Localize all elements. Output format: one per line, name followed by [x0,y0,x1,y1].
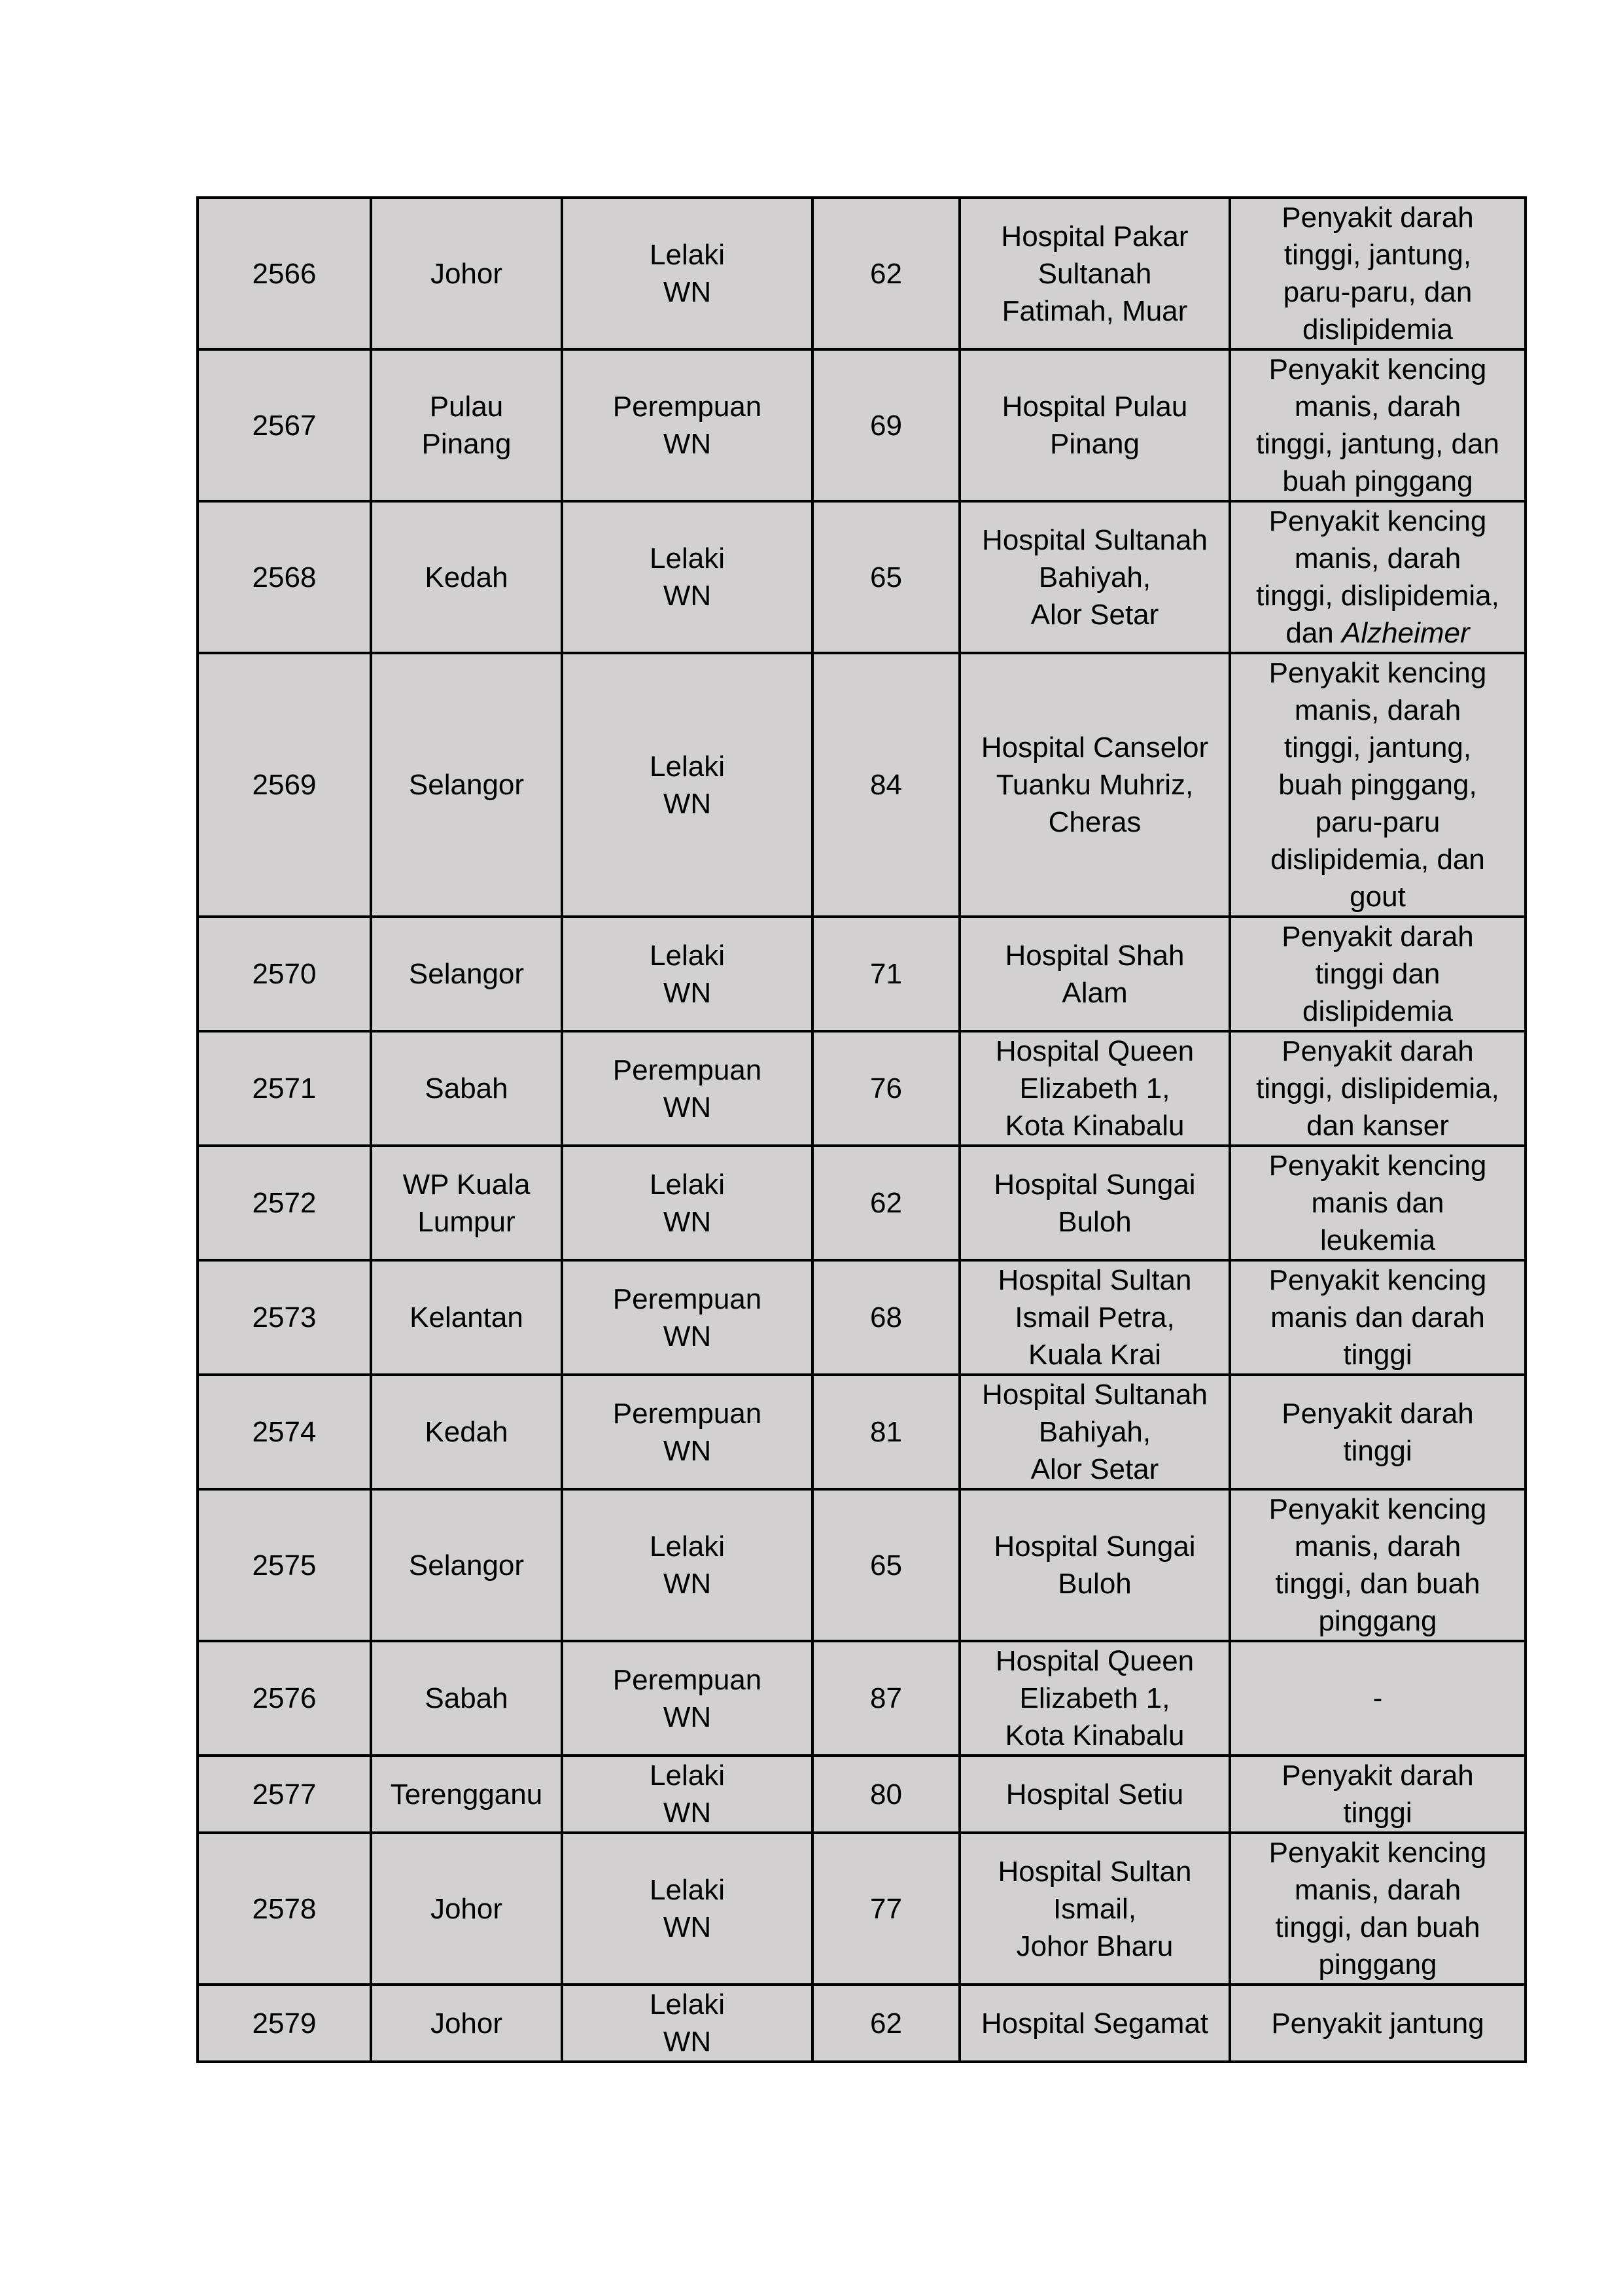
case-number-cell [198,1833,371,1985]
case-number-cell [198,198,371,349]
case-number-text: 2570 [252,958,317,990]
comorbidity-cell [1230,1985,1526,2062]
hospital-cell [960,349,1230,501]
comorbidity-italic-text: Alzheimer [1342,617,1470,649]
case-number-text: 2576 [252,1682,317,1714]
comorbidity-text: Penyakit darah tinggi, dislipidemia, dan kanser [1256,1035,1499,1142]
gender-nationality-cell [562,501,812,653]
hospital-text: Hospital Shah Alam [1005,939,1185,1009]
case-number-cell [198,1641,371,1756]
hospital-text: Hospital Pakar Sultanah Fatimah, Muar [1001,220,1189,327]
age-cell [812,349,960,501]
age-cell [812,1985,960,2062]
hospital-text: Hospital Segamat [981,2007,1209,2040]
table-row [198,1756,1526,1833]
case-number-cell [198,349,371,501]
state-text: Selangor [408,769,525,801]
state-cell [371,1146,562,1260]
state-text: Johor [430,1892,503,1925]
state-cell [371,1489,562,1641]
state-text: Johor [430,257,503,290]
comorbidity-cell [1230,1756,1526,1833]
comorbidity-text: Penyakit darah tinggi dan dislipidemia [1282,921,1474,1027]
comorbidity-cell [1230,1260,1526,1375]
age-text: 76 [870,1072,902,1104]
state-text: Kelantan [410,1301,523,1333]
case-number-cell [198,1260,371,1375]
hospital-text: Hospital Sultan Ismail Petra, Kuala Krai [998,1264,1192,1371]
table-row [198,349,1526,501]
table-body [198,198,1526,2062]
comorbidity-text: Penyakit kencing manis dan darah tinggi [1268,1264,1487,1371]
table-row [198,1833,1526,1985]
comorbidity-cell [1230,653,1526,917]
state-cell [371,917,562,1031]
gender-nationality-text: Lelaki WN [650,1168,725,1238]
age-cell [812,1833,960,1985]
age-text: 77 [870,1892,902,1925]
table-row [198,653,1526,917]
age-text: 71 [870,958,902,990]
gender-nationality-cell [562,349,812,501]
hospital-text: Hospital Sultan Ismail, Johor Bharu [998,1855,1192,1962]
age-cell [812,1031,960,1146]
case-number-text: 2567 [252,409,317,442]
gender-nationality-text: Lelaki WN [650,1874,725,1943]
state-cell [371,653,562,917]
gender-nationality-text: Lelaki WN [650,239,725,308]
hospital-cell [960,1641,1230,1756]
age-text: 62 [870,1187,902,1219]
comorbidity-text: Penyakit darah tinggi [1282,1397,1474,1467]
table-row [198,1489,1526,1641]
table-row [198,198,1526,349]
gender-nationality-cell [562,1641,812,1756]
state-cell [371,1985,562,2062]
hospital-cell [960,1031,1230,1146]
gender-nationality-cell [562,1260,812,1375]
case-number-cell [198,1146,371,1260]
hospital-cell [960,1985,1230,2062]
table-row [198,1641,1526,1756]
hospital-cell [960,1146,1230,1260]
hospital-text: Hospital Sultanah Bahiyah, Alor Setar [982,1379,1208,1485]
comorbidity-cell [1230,349,1526,501]
age-text: 65 [870,561,902,593]
hospital-text: Hospital Queen Elizabeth 1, Kota Kinabalu [995,1645,1195,1752]
age-cell [812,1260,960,1375]
age-cell [812,1489,960,1641]
table-row [198,1146,1526,1260]
case-number-text: 2578 [252,1892,317,1925]
hospital-cell [960,917,1230,1031]
state-text: Selangor [408,1549,525,1581]
state-cell [371,1260,562,1375]
gender-nationality-text: Lelaki WN [650,542,725,612]
case-number-cell [198,1985,371,2062]
case-number-text: 2573 [252,1301,317,1333]
state-cell [371,198,562,349]
hospital-text: Hospital Sultanah Bahiyah, Alor Setar [982,523,1208,631]
state-cell [371,1641,562,1756]
case-number-cell [198,1375,371,1489]
case-number-cell [198,1756,371,1833]
state-text: Kedah [425,561,508,593]
age-cell [812,501,960,653]
age-text: 68 [870,1301,902,1333]
case-number-cell [198,653,371,917]
gender-nationality-text: Perempuan WN [612,391,762,460]
case-number-text: 2566 [252,257,317,290]
comorbidity-cell [1230,917,1526,1031]
gender-nationality-text: Lelaki WN [650,1759,725,1829]
age-text: 62 [870,2007,902,2040]
age-text: 87 [870,1682,902,1714]
table-row [198,1031,1526,1146]
state-text: Selangor [408,958,525,990]
comorbidity-text: Penyakit kencing manis, darah tinggi, dan buah pinggang [1268,1493,1487,1637]
case-number-cell [198,1489,371,1641]
age-text: 65 [870,1549,902,1581]
comorbidity-cell [1230,1146,1526,1260]
case-number-text: 2568 [252,561,317,593]
gender-nationality-cell [562,1985,812,2062]
case-number-text: 2575 [252,1549,317,1581]
age-cell [812,1756,960,1833]
hospital-text: Hospital Canselor Tuanku Muhriz, Cheras [981,732,1209,838]
state-text: Sabah [425,1072,508,1104]
state-cell [371,501,562,653]
case-number-text: 2579 [252,2007,317,2040]
comorbidity-text: Penyakit kencing manis, darah tinggi, dan buah pinggang [1268,1837,1487,1981]
state-text: WP Kuala Lumpur [402,1168,531,1238]
case-number-cell [198,917,371,1031]
case-number-text: 2577 [252,1778,317,1810]
comorbidity-cell [1230,198,1526,349]
case-number-text: 2571 [252,1072,317,1104]
comorbidity-cell [1230,1833,1526,1985]
state-cell [371,1031,562,1146]
comorbidity-cell [1230,1641,1526,1756]
state-cell [371,1756,562,1833]
death-cases-table [196,196,1527,2063]
hospital-text: Hospital Sungai Buloh [994,1168,1196,1238]
gender-nationality-cell [562,1375,812,1489]
comorbidity-text: Penyakit kencing manis, darah tinggi, dislipidemia, dan Alzheimer [1256,505,1499,649]
comorbidity-text: Penyakit kencing manis, darah tinggi, jantung, buah pinggang, paru-paru dislipidemia, dan gout [1268,657,1487,913]
age-cell [812,1375,960,1489]
hospital-cell [960,1833,1230,1985]
comorbidity-text: Penyakit darah tinggi [1282,1759,1474,1829]
hospital-cell [960,1756,1230,1833]
gender-nationality-text: Perempuan WN [612,1663,762,1733]
hospital-text: Hospital Setiu [1005,1778,1184,1810]
state-text: Kedah [425,1416,508,1448]
gender-nationality-text: Lelaki WN [650,1988,725,2058]
case-number-text: 2569 [252,769,317,801]
table-row [198,1985,1526,2062]
gender-nationality-text: Lelaki WN [650,1530,725,1600]
age-text: 80 [870,1778,902,1810]
hospital-cell [960,198,1230,349]
gender-nationality-cell [562,1031,812,1146]
gender-nationality-cell [562,198,812,349]
comorbidity-text: - [1372,1682,1383,1714]
gender-nationality-cell [562,653,812,917]
age-cell [812,917,960,1031]
hospital-text: Hospital Queen Elizabeth 1, Kota Kinabalu [995,1035,1195,1142]
age-text: 81 [870,1416,902,1448]
gender-nationality-text: Lelaki WN [650,750,725,820]
table-row [198,1375,1526,1489]
hospital-text: Hospital Sungai Buloh [994,1530,1196,1600]
comorbidity-cell [1230,1031,1526,1146]
state-cell [371,1375,562,1489]
gender-nationality-cell [562,1146,812,1260]
case-number-cell [198,1031,371,1146]
state-text: Terengganu [390,1778,543,1810]
comorbidity-cell [1230,501,1526,653]
age-text: 69 [870,409,902,442]
hospital-cell [960,501,1230,653]
gender-nationality-text: Perempuan WN [612,1053,762,1123]
gender-nationality-cell [562,1833,812,1985]
comorbidity-text: Penyakit darah tinggi, jantung, paru-paru, dan dislipidemia [1282,202,1474,345]
age-cell [812,1641,960,1756]
hospital-cell [960,1375,1230,1489]
comorbidity-text: Penyakit jantung [1271,2007,1484,2040]
age-cell [812,198,960,349]
age-text: 84 [870,769,902,801]
gender-nationality-text: Perempuan WN [612,1282,762,1352]
state-text: Sabah [425,1682,508,1714]
age-cell [812,1146,960,1260]
age-cell [812,653,960,917]
hospital-cell [960,653,1230,917]
gender-nationality-text: Perempuan WN [612,1397,762,1467]
gender-nationality-text: Lelaki WN [650,939,725,1009]
table-row [198,501,1526,653]
hospital-cell [960,1260,1230,1375]
comorbidity-text: Penyakit kencing manis dan leukemia [1268,1150,1487,1256]
table-row [198,1260,1526,1375]
comorbidity-cell [1230,1489,1526,1641]
comorbidity-cell [1230,1375,1526,1489]
state-cell [371,1833,562,1985]
state-text: Pulau Pinang [421,391,512,460]
gender-nationality-cell [562,917,812,1031]
gender-nationality-cell [562,1489,812,1641]
table-row [198,917,1526,1031]
state-cell [371,349,562,501]
state-text: Johor [430,2007,503,2040]
gender-nationality-cell [562,1756,812,1833]
hospital-text: Hospital Pulau Pinang [1002,391,1188,460]
age-text: 62 [870,257,902,290]
case-number-cell [198,501,371,653]
hospital-cell [960,1489,1230,1641]
case-number-text: 2572 [252,1187,317,1219]
comorbidity-text: Penyakit kencing manis, darah tinggi, jantung, dan buah pinggang [1256,353,1499,497]
case-number-text: 2574 [252,1416,317,1448]
